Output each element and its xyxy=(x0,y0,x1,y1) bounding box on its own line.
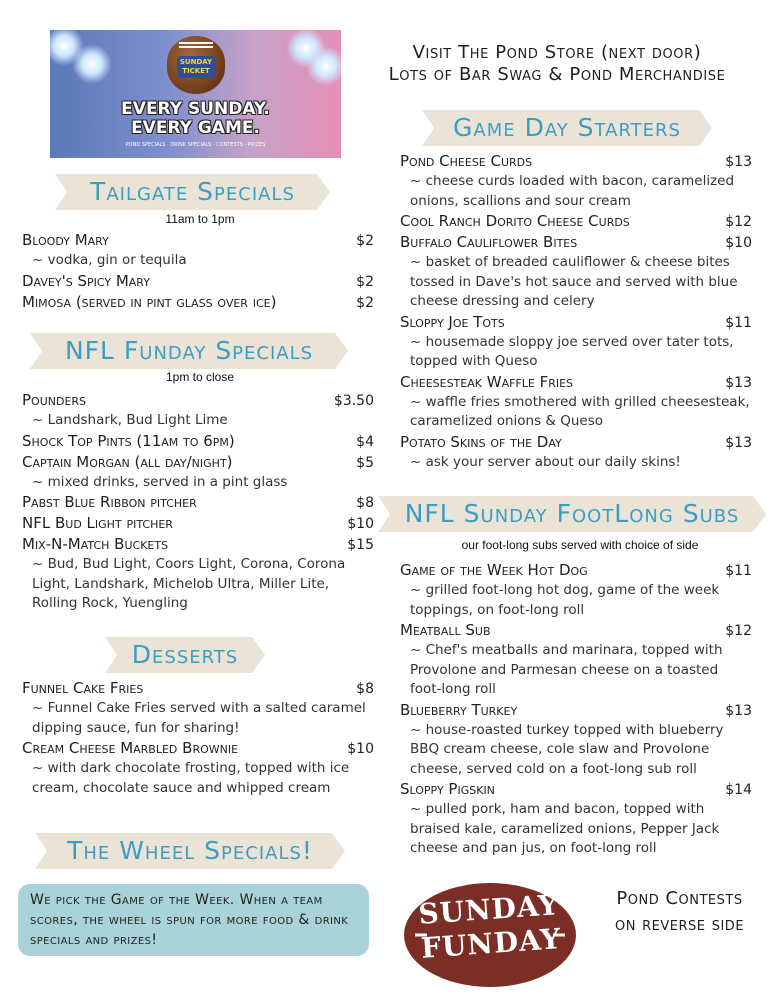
menu-item-row xyxy=(22,271,374,292)
menu-item-name: Meatball Sub xyxy=(400,621,491,639)
tailgate-list xyxy=(22,230,374,313)
menu-item xyxy=(22,452,374,493)
stadium-light-icon xyxy=(306,46,341,86)
menu-item-description: ~ with dark chocolate frosting, topped with ice cream, chocolate sauce and whipped cream xyxy=(32,760,350,796)
menu-item-row xyxy=(400,779,752,800)
football-logo-icon xyxy=(167,36,225,94)
menu-item-description: ~ Funnel Cake Fries served with a salted caramel dipping sauce, fun for sharing! xyxy=(32,700,366,736)
menu-item xyxy=(400,372,752,432)
menu-item-row xyxy=(22,738,374,759)
menu-item-row xyxy=(400,432,752,453)
sunday-funday-line2: FUNDAY xyxy=(419,922,563,965)
menu-item xyxy=(400,151,752,211)
menu-item-name: Game of the Week Hot Dog xyxy=(400,561,588,579)
menu-item-description: ~ pulled pork, ham and bacon, topped with braised kale, caramelized onions, Pepper Jack cheese and pan jus, on foot-long roll xyxy=(410,801,720,856)
menu-item-description: ~ mixed drinks, served in a pint glass xyxy=(32,473,288,490)
contests-line2: on reverse side xyxy=(614,914,745,935)
menu-item-row xyxy=(22,534,374,555)
menu-item-price: $13 xyxy=(725,702,752,719)
menu-item-description: ~ Chef's meatballs and marinara, topped with Provolone and Parmesan cheese on a toasted foot-long roll xyxy=(410,642,723,697)
menu-item-description: ~ cheese curds loaded with bacon, caramelized onions, scallions and sour cream xyxy=(410,173,735,209)
wheel-title: The Wheel Specials! xyxy=(67,836,313,865)
menu-item-name: Davey's Spicy Mary xyxy=(22,271,150,290)
menu-item xyxy=(22,230,374,271)
menu-item-name: Shock Top Pints (11am to 6pm) xyxy=(22,431,235,450)
menu-item-price: $12 xyxy=(725,214,752,230)
menu-item xyxy=(22,271,374,292)
menu-item xyxy=(22,492,374,513)
wheel-description: We pick the Game of the Week. When a team scores, the wheel is spun for more food & drink specials and prizes! xyxy=(18,884,369,956)
menu-item-price: $10 xyxy=(347,741,374,757)
menu-item-description: ~ vodka, gin or tequila xyxy=(32,252,187,268)
menu-item xyxy=(22,513,374,534)
funday-list xyxy=(22,390,374,614)
tailgate-title: Tailgate Specials xyxy=(90,177,295,206)
menu-item-row xyxy=(400,560,752,581)
menu-item-row xyxy=(22,678,374,699)
menu-item-description: ~ Landshark, Bud Light Lime xyxy=(32,412,228,428)
menu-item xyxy=(400,211,752,232)
menu-item-price: $8 xyxy=(356,681,374,697)
menu-item xyxy=(22,292,374,313)
menu-item xyxy=(400,432,752,473)
menu-item xyxy=(400,779,752,859)
banner-headline-line1: EVERY SUNDAY. xyxy=(121,99,270,119)
menu-item xyxy=(22,390,374,431)
wheel-ribbon xyxy=(35,831,345,871)
menu-item xyxy=(22,534,374,614)
funday-hours: 1pm to close xyxy=(165,370,235,384)
menu-item xyxy=(22,678,374,738)
menu-item-row xyxy=(400,151,752,172)
store-note-line2: Lots of Bar Swag & Pond Merchandise xyxy=(388,64,726,85)
menu-item-name: Mix-N-Match Buckets xyxy=(22,535,169,553)
banner-headline-line2: EVERY GAME. xyxy=(131,118,260,138)
menu-item-price: $3.50 xyxy=(333,393,374,409)
menu-item-name: Sloppy Pigskin xyxy=(400,780,495,798)
menu-item-row xyxy=(22,492,374,513)
menu-item-price: $13 xyxy=(725,434,752,451)
subs-title: NFL Sunday FootLong Subs xyxy=(404,499,740,528)
menu-item-row xyxy=(22,230,374,251)
menu-item-price: $12 xyxy=(725,623,752,639)
menu-item-description: ~ waffle fries smothered with grilled cheesesteak, caramelized onions & Queso xyxy=(410,393,750,429)
menu-item-row xyxy=(22,390,374,411)
menu-item-row xyxy=(400,620,752,641)
menu-item-price: $11 xyxy=(725,563,752,579)
menu-item-name: Cheesesteak Waffle Fries xyxy=(400,372,574,391)
menu-item-price: $13 xyxy=(725,374,752,391)
menu-item-price: $2 xyxy=(356,233,374,249)
desserts-title: Desserts xyxy=(131,640,239,669)
subs-note: our foot-long subs served with choice of side xyxy=(461,538,699,552)
menu-item-description: ~ house-roasted turkey topped with blueberry BBQ cream cheese, cole slaw and Provolone cheese, served cold on a foot-long sub roll xyxy=(410,721,724,777)
menu-item xyxy=(400,312,752,372)
menu-item-name: Funnel Cake Fries xyxy=(22,679,144,697)
sunday-funday-logo xyxy=(395,879,585,991)
menu-item-name: Pounders xyxy=(22,391,87,409)
store-note xyxy=(352,42,762,86)
menu-item-name: Cool Ranch Dorito Cheese Curds xyxy=(400,212,630,230)
menu-item-row xyxy=(22,452,374,473)
menu-item-name: Blueberry Turkey xyxy=(400,700,518,719)
menu-item-name: Potato Skins of the Day xyxy=(400,432,562,451)
banner-tagline: POND SPECIALS · DRINK SPECIALS · CONTESTS · PRIZES xyxy=(125,142,266,148)
menu-item-name: Buffalo Cauliflower Bites xyxy=(400,233,578,251)
subs-list xyxy=(400,560,752,859)
stadium-light-icon xyxy=(72,44,112,84)
menu-item-name: Captain Morgan (all day/night) xyxy=(22,452,233,471)
sunday-ticket-logo: SUNDAY TICKET xyxy=(177,56,215,78)
menu-item-description: ~ Bud, Bud Light, Coors Light, Corona, Corona Light, Landshark, Michelob Ultra, Miller Lite, Rolling Rock, Yuengling xyxy=(32,556,346,611)
store-note-line1: Visit The Pond Store (next door) xyxy=(412,42,702,63)
tailgate-ribbon xyxy=(55,172,330,212)
menu-item-price: $11 xyxy=(725,314,752,331)
menu-item-price: $15 xyxy=(347,537,374,553)
sunday-funday-text xyxy=(393,886,587,967)
menu-item-name: Sloppy Joe Tots xyxy=(400,312,505,331)
menu-item-row xyxy=(400,700,752,721)
menu-item-price: $13 xyxy=(725,154,752,170)
menu-item xyxy=(400,560,752,620)
contests-line1: Pond Contests xyxy=(616,888,743,909)
menu-item-description: ~ housemade sloppy joe served over tater tots, topped with Queso xyxy=(410,333,734,369)
menu-item-name: Mimosa (served in pint glass over ice) xyxy=(22,292,277,311)
menu-item xyxy=(400,620,752,700)
menu-item-name: Pabst Blue Ribbon pitcher xyxy=(22,493,197,511)
menu-item xyxy=(22,431,374,452)
menu-item-name: Cream Cheese Marbled Brownie xyxy=(22,739,239,757)
menu-item-row xyxy=(400,232,752,253)
menu-item-description: ~ ask your server about our daily skins! xyxy=(410,453,681,470)
funday-ribbon xyxy=(30,331,348,371)
starters-title: Game Day Starters xyxy=(453,113,681,142)
desserts-ribbon xyxy=(105,635,265,675)
sunday-ticket-banner xyxy=(50,30,341,158)
desserts-list xyxy=(22,678,374,798)
menu-item xyxy=(22,738,374,798)
menu-item-price: $10 xyxy=(725,235,752,251)
menu-item-row xyxy=(22,513,374,534)
sunday-funday-line1: SUNDAY xyxy=(417,888,561,931)
menu-item-price: $10 xyxy=(347,516,374,532)
menu-item-price: $4 xyxy=(356,433,374,450)
menu-item xyxy=(400,700,752,780)
tailgate-hours: 11am to 1pm xyxy=(165,212,235,226)
contests-note xyxy=(592,886,767,938)
menu-item-name: Bloody Mary xyxy=(22,231,109,249)
menu-item-price: $5 xyxy=(356,454,374,471)
menu-item xyxy=(400,232,752,312)
menu-item-row xyxy=(400,312,752,333)
starters-list xyxy=(400,151,752,472)
menu-item-price: $8 xyxy=(356,495,374,511)
banner-headline xyxy=(50,100,341,138)
menu-item-price: $14 xyxy=(725,782,752,798)
menu-item-row xyxy=(400,211,752,232)
menu-item-name: NFL Bud Light pitcher xyxy=(22,514,173,532)
menu-item-row xyxy=(22,292,374,313)
menu-item-price: $2 xyxy=(356,273,374,290)
menu-item-name: Pond Cheese Curds xyxy=(400,152,533,170)
menu-item-description: ~ grilled foot-long hot dog, game of the week toppings, on foot-long roll xyxy=(410,582,720,618)
menu-item-description: ~ basket of breaded cauliflower & cheese bites tossed in Dave's hot sauce and served with blue cheese dressing and celery xyxy=(410,254,738,309)
funday-title: NFL Funday Specials xyxy=(64,336,314,365)
menu-item-row xyxy=(400,372,752,393)
subs-ribbon xyxy=(378,494,766,534)
menu-item-price: $2 xyxy=(356,294,374,311)
starters-ribbon xyxy=(422,108,712,148)
menu-item-row xyxy=(22,431,374,452)
